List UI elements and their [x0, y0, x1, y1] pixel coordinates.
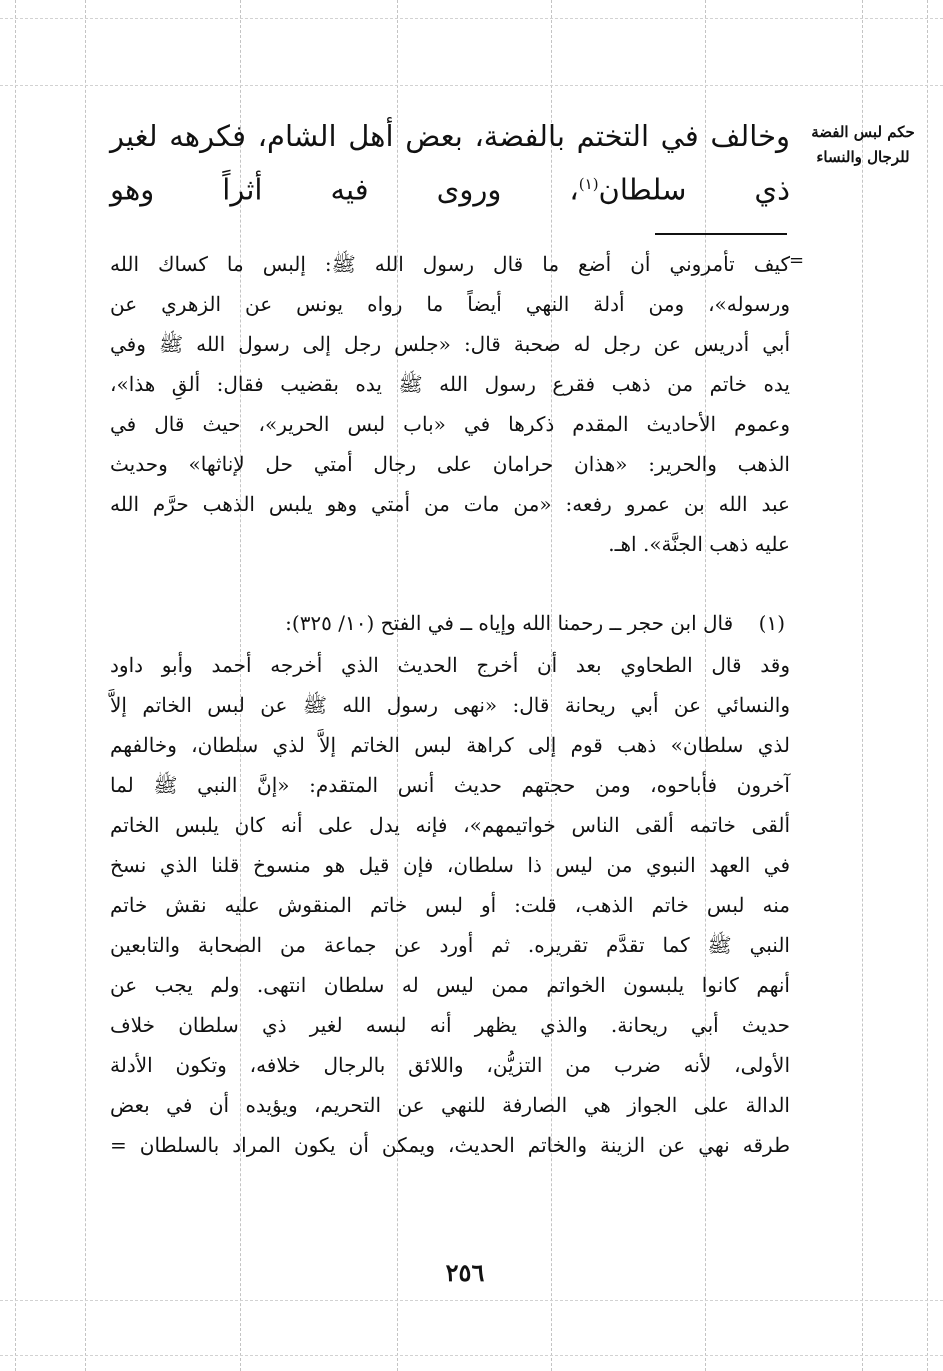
footnote-separator-rule [655, 233, 787, 235]
footnote-1-heading [110, 603, 785, 643]
footnote-line: لذي سلطان» ذهب قوم إلى كراهة لبس الخاتم إلاَّ لذي سلطان، وخالفهم [110, 733, 790, 757]
footnote-reference: (١) [578, 175, 599, 193]
footnote-line: والنسائي عن أبي ريحانة قال: «نهى رسول الله ﷺ عن لبس الخاتم إلاَّ [110, 693, 790, 717]
footnote-line: عبد الله بن عمرو رفعه: «من مات من أمتي وهو يلبس الذهب حرَّم الله [110, 492, 790, 516]
footnote-1-body [110, 645, 790, 1165]
footnote-line: وقد قال الطحاوي بعد أن أخرج الحديث الذي أخرجه أحمد وأبو داود [110, 653, 790, 677]
footnote-line: النبي ﷺ كما تقدَّم تقريره. ثم أورد عن جماعة من الصحابة والتابعين [110, 933, 790, 957]
footnote-line: كيف تأمروني أن أضع ما قال رسول الله ﷺ: إلبس ما كساك الله [110, 252, 790, 276]
footnote-line: منه لبس خاتم الذهب، قلت: أو لبس خاتم المنقوش عليه نقش خاتم [110, 893, 790, 917]
footnote-line: طرقه نهي عن الزينة والخاتم الحديث، ويمكن أن يكون المراد بالسلطان = [110, 1133, 790, 1157]
main-text-part2: ، وروى فيه أثراً وهو [110, 172, 579, 207]
main-text-part1: وخالف في التختم بالفضة، بعض أهل الشام، فكرهه لغير ذي سلطان [110, 119, 790, 207]
footnote-line: آخرون فأباحوه، ومن حجتهم حديث أنس المتقدم: «إنَّ النبي ﷺ لما [110, 773, 790, 797]
main-paragraph [110, 112, 790, 214]
footnote-line: ألقى خاتمه ألقى الناس خواتيمهم»، فإنه يدل على أنه كان يلبس الخاتم [110, 813, 791, 837]
footnote-line: أنهم كانوا يلبسون الخواتم ممن ليس له سلطان انتهى. ولم يجب عن [110, 973, 790, 997]
margin-heading: حكم لبس الفضة للرجال والنساء [811, 123, 915, 166]
footnote-1-number: (١) [758, 611, 785, 635]
footnote-line: وعموم الأحاديث المقدم ذكرها في «باب لبس الحرير»، حيث قال في [110, 412, 790, 436]
footnote-line: ورسوله»، ومن أدلة النهي أيضاً ما رواه يونس عن الزهري عن [110, 292, 790, 316]
footnote-line: أبي أدريس عن رجل له صحبة قال: «جلس رجل إلى رسول الله ﷺ وفي [110, 332, 790, 356]
footnote-line: في العهد النبوي من ليس ذا سلطان، فإن قيل هو منسوخ قلنا الذي نسخ [110, 853, 790, 877]
footnote-1-heading-text: قال ابن حجر ــ رحمنا الله وإياه ــ في الفتح (١٠/ ٣٢٥): [285, 611, 734, 635]
footnote-line: عليه ذهب الجنَّة». اهـ. [608, 532, 790, 556]
footnote-line: يده خاتم من ذهب فقرع رسول الله ﷺ يده بقضيب فقال: ألقِ هذا»، [110, 372, 790, 396]
page-number: ٢٥٦ [445, 1258, 485, 1287]
footnote-line: الأولى، لأنه ضرب من التزيُّن، واللائق بالرجال خلافه، وتكون الأدلة [110, 1053, 790, 1077]
footnote-line: الذهب والحرير: «هذان حرامان على رجال أمتي حل لإناثها» وحديث [110, 452, 790, 476]
footnote-line: حديث أبي ريحانة. والذي يظهر أنه لبسه لغير ذي سلطان خلاف [110, 1013, 790, 1037]
footnote-continued-block [110, 244, 790, 564]
footnote-continuation-marker: = [789, 250, 805, 271]
footnote-line: الدالة على الجواز هي الصارفة للنهي عن التحريم، ويؤيده أن في بعض [110, 1093, 790, 1117]
